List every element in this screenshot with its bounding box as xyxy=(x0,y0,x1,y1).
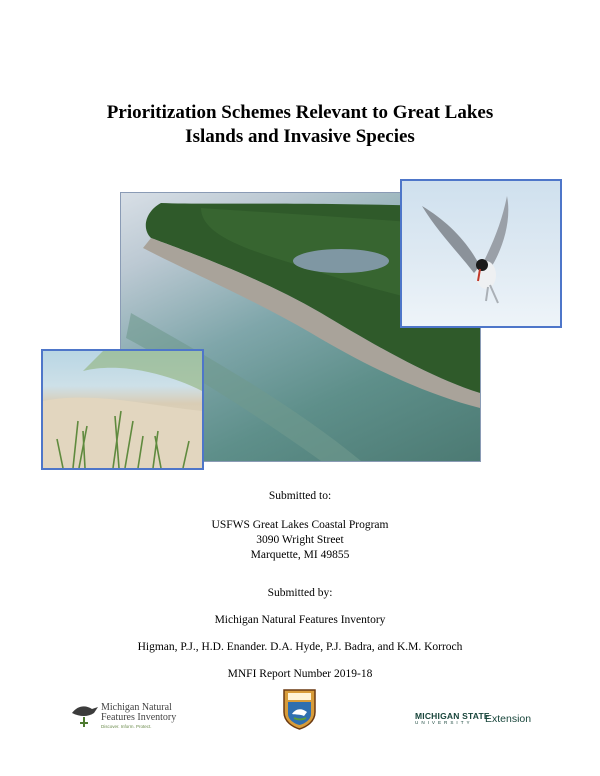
submitted-to-block xyxy=(0,489,600,504)
usfws-shield-logo xyxy=(282,688,317,730)
mnfi-tagline: Discover. Inform. Protect. xyxy=(101,724,152,729)
msu-name: MICHIGAN STATE xyxy=(415,711,490,721)
msu-university: UNIVERSITY xyxy=(415,720,473,725)
msu-extension: Extension xyxy=(485,713,532,725)
report-number: MNFI Report Number 2019-18 xyxy=(227,668,373,680)
title-line-1: Prioritization Schemes Relevant to Great Lakes xyxy=(106,102,494,123)
tern-photo xyxy=(400,179,562,328)
title-line-2: Islands and Invasive Species xyxy=(185,126,415,147)
recipient-org: USFWS Great Lakes Coastal Program xyxy=(211,519,389,531)
submitted-to-label: Submitted to: xyxy=(268,490,332,502)
mnfi-name-line-2: Features Inventory xyxy=(101,712,177,723)
mnfi-name-line-1: Michigan Natural xyxy=(101,702,172,713)
mnfi-bird-icon xyxy=(70,699,100,729)
dune-grass-photo xyxy=(41,349,204,470)
recipient-city: Marquette, MI 49855 xyxy=(250,549,350,561)
submitted-by-label: Submitted by: xyxy=(267,587,333,599)
msu-extension-logo xyxy=(415,711,535,733)
mnfi-logo xyxy=(70,697,185,731)
recipient-street: 3090 Wright Street xyxy=(256,534,344,546)
submitter-org: Michigan Natural Features Inventory xyxy=(214,614,386,626)
authors: Higman, P.J., H.D. Enander. D.A. Hyde, P.J. Badra, and K.M. Korroch xyxy=(137,641,463,653)
report-title xyxy=(0,101,600,149)
recipient-address xyxy=(0,518,600,563)
